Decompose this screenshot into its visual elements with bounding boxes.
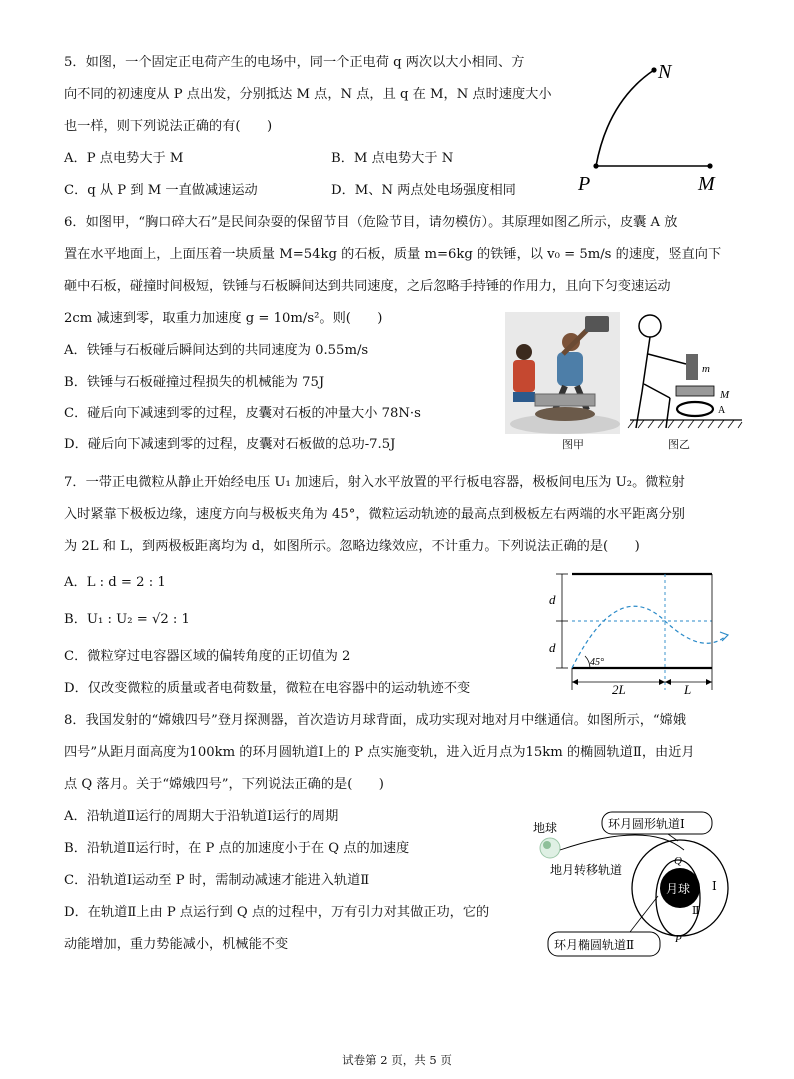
q5-option-b: B．M 点电势大于 N [331,151,454,166]
q7-label-angle: 45° [590,657,604,668]
q7-option-c: C．微粒穿过电容器区域的偏转角度的正切值为 2 [64,649,351,664]
q8-line-3: 点 Q 落月。关于“嫦娥四号”，下列说法正确的是( ) [64,777,384,792]
q5-label-n: N [658,61,672,83]
q8-label-II: Ⅱ [692,905,700,917]
q8-line-1: 8．我国发射的“嫦娥四号”登月探测器，首次造访月球背面，成功实现对地对月中继通信。如图所示，“嫦娥 [64,713,687,728]
q7-label-2L: 2L [612,682,626,697]
q6-caption-a: 图甲 [562,438,584,451]
q7-label-d1: d [549,592,556,607]
q6-line-4: 2cm 减速到零，取重力加速度 g = 10m/s²。则( ) [64,311,383,326]
q6-option-c: C．碰后向下减速到零的过程，皮囊对石板的冲量大小 78N·s [64,406,421,421]
q5-option-a: A．P 点电势大于 M [64,151,184,166]
q5-option-c: C．q 从 P 到 M 一直做减速运动 [64,183,258,198]
q7-line-2: 入时紧靠下极板边缘，速度方向与极板夹角为 45°，微粒运动轨迹的最高点到极板左右两端的水平距离分别 [64,507,685,522]
q8-earth-icon [540,838,560,858]
q6-caption-b: 图乙 [668,438,690,451]
q5-line-3: 也一样，则下列说法正确的有( ) [64,119,273,134]
q7-option-b: B．U₁ : U₂ = √2 : 1 [64,612,190,627]
q8-label-moon: 月球 [666,882,691,896]
q6-label-A: A [718,405,726,416]
q5-line-1: 5．如图，一个固定正电荷产生的电场中，同一个正电荷 q 两次以大小相同、方 [64,55,525,70]
q6-line-3: 砸中石板，碰撞时间极短，铁锤与石板瞬间达到共同速度，之后忽略手持锤的作用力，且向下匀变速运动 [64,279,671,294]
page-footer: 试卷第 2 页，共 5 页 [342,1053,452,1067]
q8-option-d-cont: 动能增加，重力势能减小，机械能不变 [64,937,289,952]
q7-line-3: 为 2L 和 L，到两极板距离均为 d，如图所示。忽略边缘效应，不计重力。下列说法正确的是( ) [64,539,640,554]
q6-option-a: A．铁锤与石板碰后瞬间达到的共同速度为 0.55m/s [64,343,369,358]
q6-bag-A [677,402,713,416]
q6-diagram-figure [626,310,746,434]
q6-slab-M [676,386,714,396]
q5-option-d: D．M、N 两点处电场强度相同 [331,183,516,198]
q8-label-transfer: 地月转移轨道 [550,863,623,877]
q5-point-m [707,163,712,168]
q6-label-M: M [720,389,730,401]
q7-label-d2: d [549,640,556,655]
q6-line-1: 6．如图甲，“胸口碎大石”是民间杂耍的保留节目（危险节目，请勿模仿）。其原理如图乙所示，皮囊 A 放 [64,215,678,230]
q6-label-m: m [702,363,710,375]
q6-photo-figure [505,312,620,434]
q6-stick-head [639,315,661,337]
q8-label-orbit1: 环月圆形轨道Ⅰ [608,817,685,831]
q7-capacitor-figure [544,570,740,698]
q8-label-orbit2: 环月椭圆轨道Ⅱ [554,938,635,952]
q8-line-2: 四号”从距月面高度为100km 的环月圆轨道Ⅰ上的 P 点实施变轨，进入近月点为15km 的椭圆轨道Ⅱ，由近月 [64,745,695,760]
q8-label-Q: Q [674,855,682,867]
q5-label-m: M [698,173,715,195]
q7-option-a: A．L : d = 2 : 1 [64,575,166,590]
q8-label-P: P [675,933,682,945]
q8-option-c: C．沿轨道Ⅰ运动至 P 时，需制动减速才能进入轨道Ⅱ [64,873,370,888]
q8-label-I: Ⅰ [712,879,717,893]
q5-point-p [593,163,598,168]
q7-line-1: 7．一带正电微粒从静止开始经电压 U₁ 加速后，射入水平放置的平行板电容器，极板间电压为 U₂。微粒射 [64,475,685,490]
q7-option-d: D．仅改变微粒的质量或者电荷数量，微粒在电容器中的运动轨迹不变 [64,681,471,696]
q6-hammer-m [686,354,698,380]
q6-line-2: 置在水平地面上，上面压着一块质量 M=54kg 的石板，质量 m=6kg 的铁锤，以 v₀ = 5m/s 的速度，竖直向下 [64,247,722,262]
q8-option-a: A．沿轨道Ⅱ运行的周期大于沿轨道Ⅰ运行的周期 [64,809,339,824]
q5-arc-path [596,70,654,166]
q5-line-2: 向不同的初速度从 P 点出发，分别抵达 M 点，N 点，且 q 在 M，N 点时速度大小 [64,87,552,102]
q8-option-b: B．沿轨道Ⅱ运行时，在 P 点的加速度小于在 Q 点的加速度 [64,841,410,856]
q5-field-figure [570,56,730,196]
q5-label-p: P [578,173,591,195]
q8-option-d: D．在轨道Ⅱ上由 P 点运行到 Q 点的过程中，万有引力对其做正功，它的 [64,905,490,920]
q6-option-d: D．碰后向下减速到零的过程，皮囊对石板做的总功-7.5J [64,437,396,452]
q7-label-L: L [684,682,692,697]
q5-point-n [651,67,656,72]
q6-option-b: B．铁锤与石板碰撞过程损失的机械能为 75J [64,375,325,390]
q8-orbit-figure [528,810,744,960]
q8-label-earth: 地球 [533,821,558,835]
